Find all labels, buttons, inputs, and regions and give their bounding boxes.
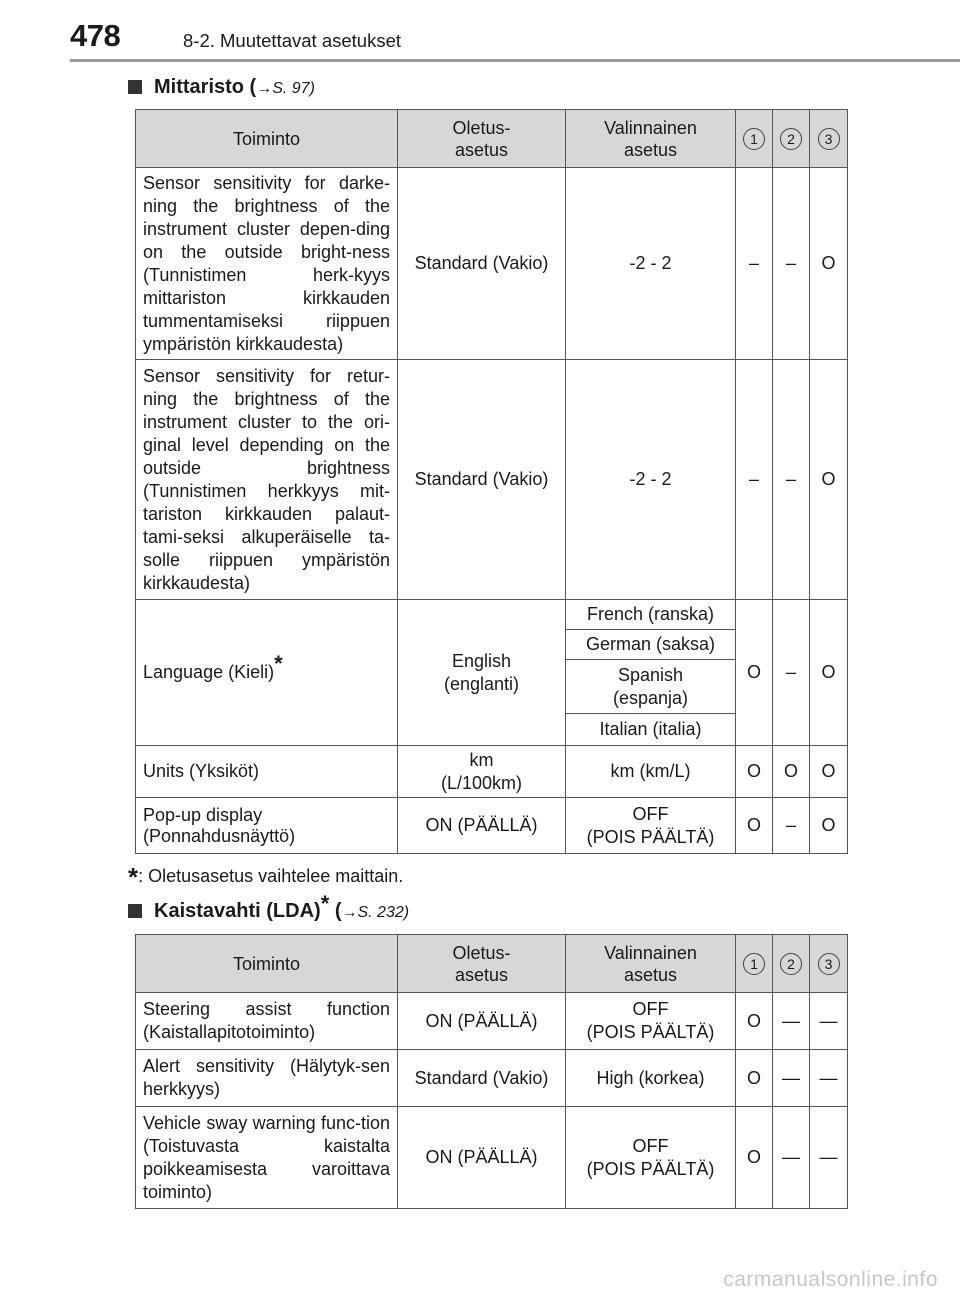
footnote-text: : Oletusasetus vaihtelee maittain. — [138, 866, 404, 886]
watermark: carmanualsonline.info — [723, 1268, 938, 1291]
circled-number-3: 3 — [818, 953, 840, 975]
header-col-2 — [773, 935, 810, 993]
function-cell: Steering assist function (Kaistallapitotoiminto) — [136, 993, 398, 1050]
header-divider — [70, 59, 960, 62]
header-function: Toiminto — [136, 110, 398, 168]
function-cell: Units (Yksiköt) — [136, 746, 398, 798]
option-cell: km (km/L) — [566, 746, 736, 798]
col-3-cell: O — [810, 746, 848, 798]
col-1-cell: O — [736, 746, 773, 798]
default-cell: Standard (Vakio) — [398, 168, 566, 360]
section-title-kaistavahti: Kaistavahti (LDA)* (→S. 232) — [128, 900, 409, 923]
col-1-cell: – — [736, 360, 773, 600]
option-cell: French (ranska) — [566, 600, 736, 630]
col-1-cell: O — [736, 600, 773, 746]
option-cell: High (korkea) — [566, 1050, 736, 1107]
footnote — [128, 862, 404, 897]
col-1-cell: O — [736, 993, 773, 1050]
header-col-3 — [810, 935, 848, 993]
table-row — [136, 1050, 848, 1107]
circled-number-1: 1 — [743, 953, 765, 975]
header-default: Oletus- asetus — [398, 935, 566, 993]
col-2-cell: O — [773, 746, 810, 798]
col-3-cell: O — [810, 600, 848, 746]
footnote-mark: * — [128, 862, 139, 892]
function-cell: Sensor sensitivity for darke-ning the brightness of the instrument cluster depen-ding on the outside bright-ness (Tunnistimen herk-kyys mittariston kirkkauden tummentamiseksi riippuen ympäristön kirkkaudesta) — [136, 168, 398, 360]
col-1-cell: – — [736, 168, 773, 360]
function-cell: Alert sensitivity (Hälytyk-sen herkkyys) — [136, 1050, 398, 1107]
option-cell: -2 - 2 — [566, 360, 736, 600]
col-2-cell: — — [773, 993, 810, 1050]
col-3-cell: O — [810, 360, 848, 600]
header-default: Oletus- asetus — [398, 110, 566, 168]
header-function: Toiminto — [136, 935, 398, 993]
col-3-cell: — — [810, 1050, 848, 1107]
title-footnote-mark: * — [320, 891, 330, 917]
circled-number-3: 3 — [818, 128, 840, 150]
settings-table-mittaristo — [135, 109, 848, 854]
bullet-square-icon — [128, 904, 142, 918]
col-2-cell: — — [773, 1107, 810, 1209]
function-cell: Sensor sensitivity for retur-ning the brightness of the instrument cluster to the ori-ginal level depending on the outside brightness (Tunnistimen herkkyys mit-tariston kirkkauden palaut-tami-seksi alkuperäiselle ta-solle riippuen ympäristön kirkkaudesta) — [136, 360, 398, 600]
function-cell: Vehicle sway warning func-tion (Toistuvasta kaistalta poikkeamisesta varoittava toiminto) — [136, 1107, 398, 1209]
default-cell: ON (PÄÄLLÄ) — [398, 1107, 566, 1209]
col-1-cell: O — [736, 1050, 773, 1107]
header-options: Valinnainen asetus — [566, 935, 736, 993]
table-header-row — [136, 110, 848, 168]
col-2-cell: – — [773, 168, 810, 360]
header-col-1 — [736, 935, 773, 993]
table-row — [136, 1107, 848, 1209]
table-header-row — [136, 935, 848, 993]
table-row — [136, 168, 848, 360]
function-cell: Pop-up display (Ponnahdusnäyttö) — [136, 798, 398, 854]
col-3-cell: O — [810, 798, 848, 854]
default-cell: Standard (Vakio) — [398, 1050, 566, 1107]
default-cell: ON (PÄÄLLÄ) — [398, 993, 566, 1050]
header-col-3 — [810, 110, 848, 168]
header-col-2 — [773, 110, 810, 168]
function-cell: Language (Kieli)* — [136, 600, 398, 746]
default-cell: Standard (Vakio) — [398, 360, 566, 600]
col-3-cell: — — [810, 993, 848, 1050]
section-title-mittaristo: Mittaristo (→S. 97) — [128, 76, 315, 99]
option-cell: Italian (italia) — [566, 714, 736, 746]
page-header — [70, 18, 960, 62]
circled-number-1: 1 — [743, 128, 765, 150]
table-row — [136, 993, 848, 1050]
header-options: Valinnainen asetus — [566, 110, 736, 168]
page-number: 478 — [70, 18, 121, 53]
header-col-1 — [736, 110, 773, 168]
chapter-title: 8-2. Muutettavat asetukset — [183, 30, 402, 51]
col-3-cell: O — [810, 168, 848, 360]
default-cell: ON (PÄÄLLÄ) — [398, 798, 566, 854]
bullet-square-icon — [128, 80, 142, 94]
default-cell: km (L/100km) — [398, 746, 566, 798]
col-2-cell: – — [773, 600, 810, 746]
circled-number-2: 2 — [780, 128, 802, 150]
col-1-cell: O — [736, 798, 773, 854]
settings-table-kaistavahti — [135, 934, 848, 1209]
col-3-cell: — — [810, 1107, 848, 1209]
reference-link[interactable]: →S. 97) — [256, 80, 315, 97]
table-row — [136, 360, 848, 600]
footnote-mark: * — [274, 651, 283, 676]
table-row — [136, 600, 848, 630]
option-cell: Spanish (espanja) — [566, 660, 736, 714]
option-cell: OFF (POIS PÄÄLTÄ) — [566, 1107, 736, 1209]
col-1-cell: O — [736, 1107, 773, 1209]
table-row — [136, 798, 848, 854]
option-cell: OFF (POIS PÄÄLTÄ) — [566, 993, 736, 1050]
col-2-cell: — — [773, 1050, 810, 1107]
option-cell: -2 - 2 — [566, 168, 736, 360]
circled-number-2: 2 — [780, 953, 802, 975]
col-2-cell: – — [773, 360, 810, 600]
reference-link[interactable]: →S. 232) — [341, 904, 410, 921]
default-cell: English (englanti) — [398, 600, 566, 746]
option-cell: German (saksa) — [566, 630, 736, 660]
col-2-cell: – — [773, 798, 810, 854]
table-row — [136, 746, 848, 798]
option-cell: OFF (POIS PÄÄLTÄ) — [566, 798, 736, 854]
